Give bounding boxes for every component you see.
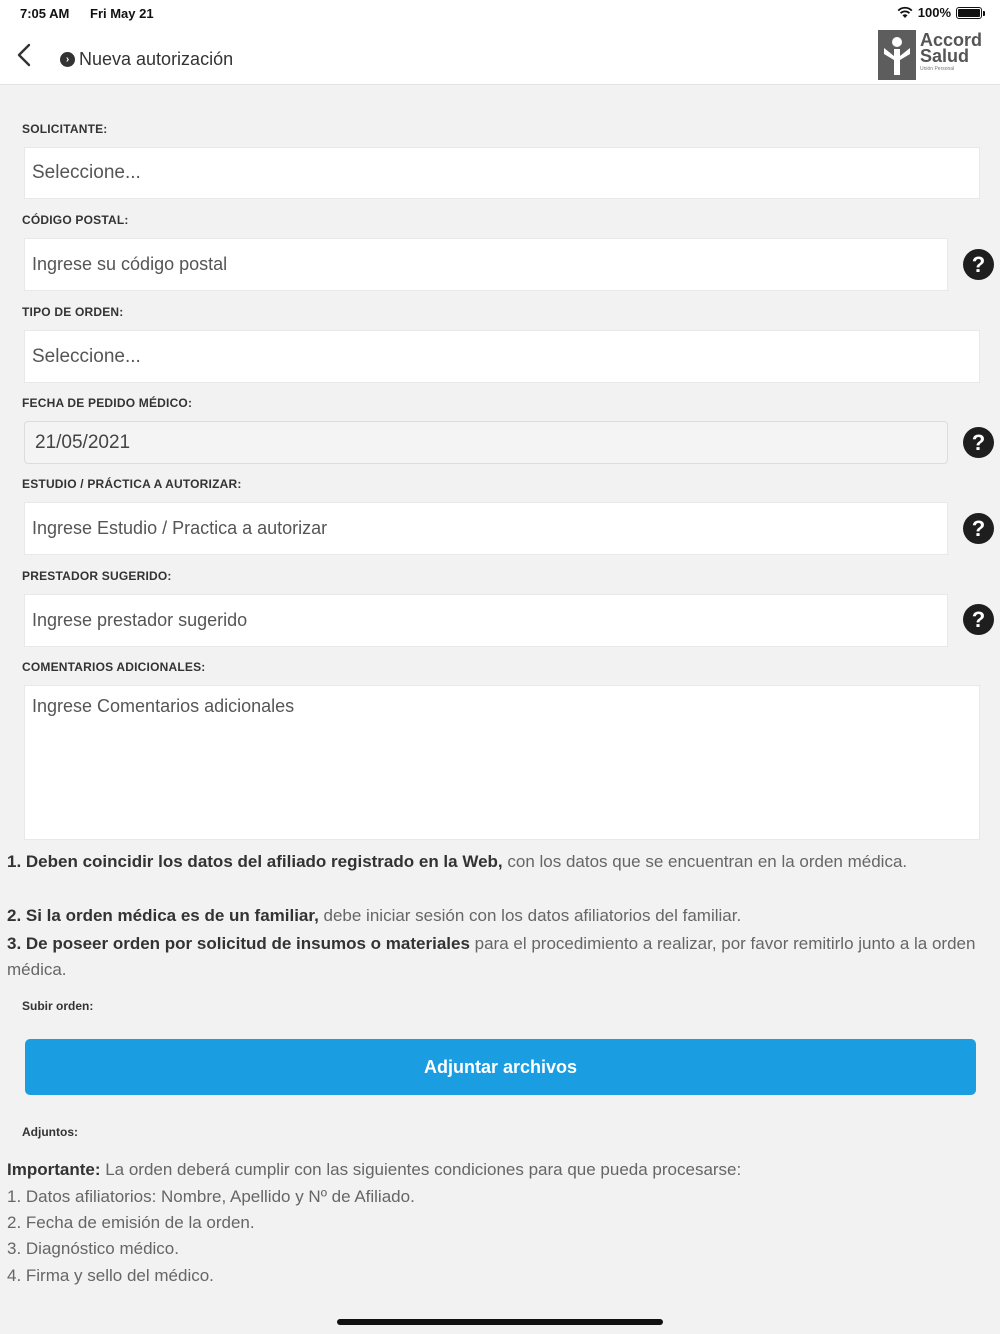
- note-1: [7, 849, 982, 875]
- battery-percent: 100%: [917, 5, 951, 20]
- logo-text-line1: Accord: [920, 30, 983, 50]
- upload-label: Subir orden:: [22, 999, 94, 1013]
- important-text: La orden deberá cumplir con las siguientes condiciones para que pueda procesarse:: [100, 1160, 742, 1179]
- help-icon-fecha-pedido[interactable]: ?: [963, 427, 994, 458]
- prestador-label: PRESTADOR SUGERIDO:: [22, 569, 172, 583]
- important-note: [7, 1157, 982, 1183]
- fecha-pedido-label: FECHA DE PEDIDO MÉDICO:: [22, 396, 193, 410]
- status-bar: [0, 0, 1000, 28]
- important-item-2: 2. Fecha de emisión de la orden.: [7, 1213, 255, 1232]
- tipo-orden-label: TIPO DE ORDEN:: [22, 305, 124, 319]
- solicitante-value: Seleccione...: [32, 162, 141, 183]
- help-icon-codigo-postal[interactable]: ?: [963, 249, 994, 280]
- help-icon-estudio[interactable]: ?: [963, 513, 994, 544]
- important-item-1: 1. Datos afiliatorios: Nombre, Apellido y Nº de Afiliado.: [7, 1187, 415, 1206]
- page-title-text: Nueva autorización: [79, 49, 234, 69]
- note-3-bold: 3. De poseer orden por solicitud de insumos o materiales: [7, 934, 470, 953]
- tipo-orden-value: Seleccione...: [32, 345, 141, 367]
- logo-text-line2: Salud: [920, 46, 970, 66]
- estudio-input[interactable]: [24, 502, 948, 555]
- chevron-right-circle-icon: ›: [60, 52, 75, 67]
- codigo-postal-input[interactable]: [24, 238, 948, 291]
- note-1-text: con los datos que se encuentran en la orden médica.: [502, 852, 908, 871]
- status-right: [897, 5, 982, 20]
- status-time: 7:05 AM: [20, 6, 70, 21]
- logo-figure-icon: [878, 30, 916, 80]
- fecha-pedido-value: 21/05/2021: [35, 431, 131, 453]
- estudio-label: ESTUDIO / PRÁCTICA A AUTORIZAR:: [22, 477, 242, 491]
- tipo-orden-select[interactable]: [24, 330, 980, 383]
- note-2-text: debe iniciar sesión con los datos afiliatorios del familiar.: [318, 906, 742, 925]
- important-item-4: 4. Firma y sello del médico.: [7, 1266, 214, 1285]
- attachments-label: Adjuntos:: [22, 1125, 78, 1139]
- codigo-postal-label: CÓDIGO POSTAL:: [22, 213, 129, 227]
- home-indicator: [337, 1319, 663, 1325]
- prestador-placeholder: Ingrese prestador sugerido: [32, 610, 248, 630]
- battery-icon: [956, 7, 982, 19]
- estudio-placeholder: Ingrese Estudio / Practica a autorizar: [32, 518, 328, 538]
- comentarios-textarea[interactable]: [24, 685, 980, 840]
- solicitante-label: SOLICITANTE:: [22, 122, 108, 136]
- prestador-input[interactable]: [24, 594, 948, 647]
- comentarios-placeholder: Ingrese Comentarios adicionales: [32, 696, 295, 716]
- important-bold: Importante:: [7, 1160, 101, 1179]
- logo-subtitle: Unión Personal: [920, 66, 955, 72]
- wifi-icon: [897, 6, 913, 19]
- note-2: [7, 903, 982, 929]
- note-2-bold: 2. Si la orden médica es de un familiar,: [7, 906, 319, 925]
- attach-files-button[interactable]: Adjuntar archivos: [25, 1039, 976, 1095]
- note-3: [7, 931, 982, 983]
- comentarios-label: COMENTARIOS ADICIONALES:: [22, 660, 206, 674]
- fecha-pedido-input[interactable]: [24, 421, 948, 464]
- note-1-bold: 1. Deben coincidir los datos del afiliado registrado en la Web,: [7, 852, 503, 871]
- accord-salud-logo: [878, 30, 990, 80]
- back-button[interactable]: [10, 40, 40, 70]
- help-icon-prestador[interactable]: ?: [963, 604, 994, 635]
- logo-mark: [878, 30, 916, 80]
- codigo-postal-placeholder: Ingrese su código postal: [32, 254, 228, 274]
- status-date: Fri May 21: [90, 6, 154, 21]
- note-3-text: para el procedimiento a realizar, por favor remitirlo junto a la orden médica.: [7, 934, 976, 979]
- chevron-left-icon: [10, 40, 40, 70]
- navigation-bar: [0, 28, 1000, 85]
- solicitante-select[interactable]: [24, 147, 980, 199]
- page-title: [60, 49, 233, 70]
- important-item-3: 3. Diagnóstico médico.: [7, 1239, 179, 1258]
